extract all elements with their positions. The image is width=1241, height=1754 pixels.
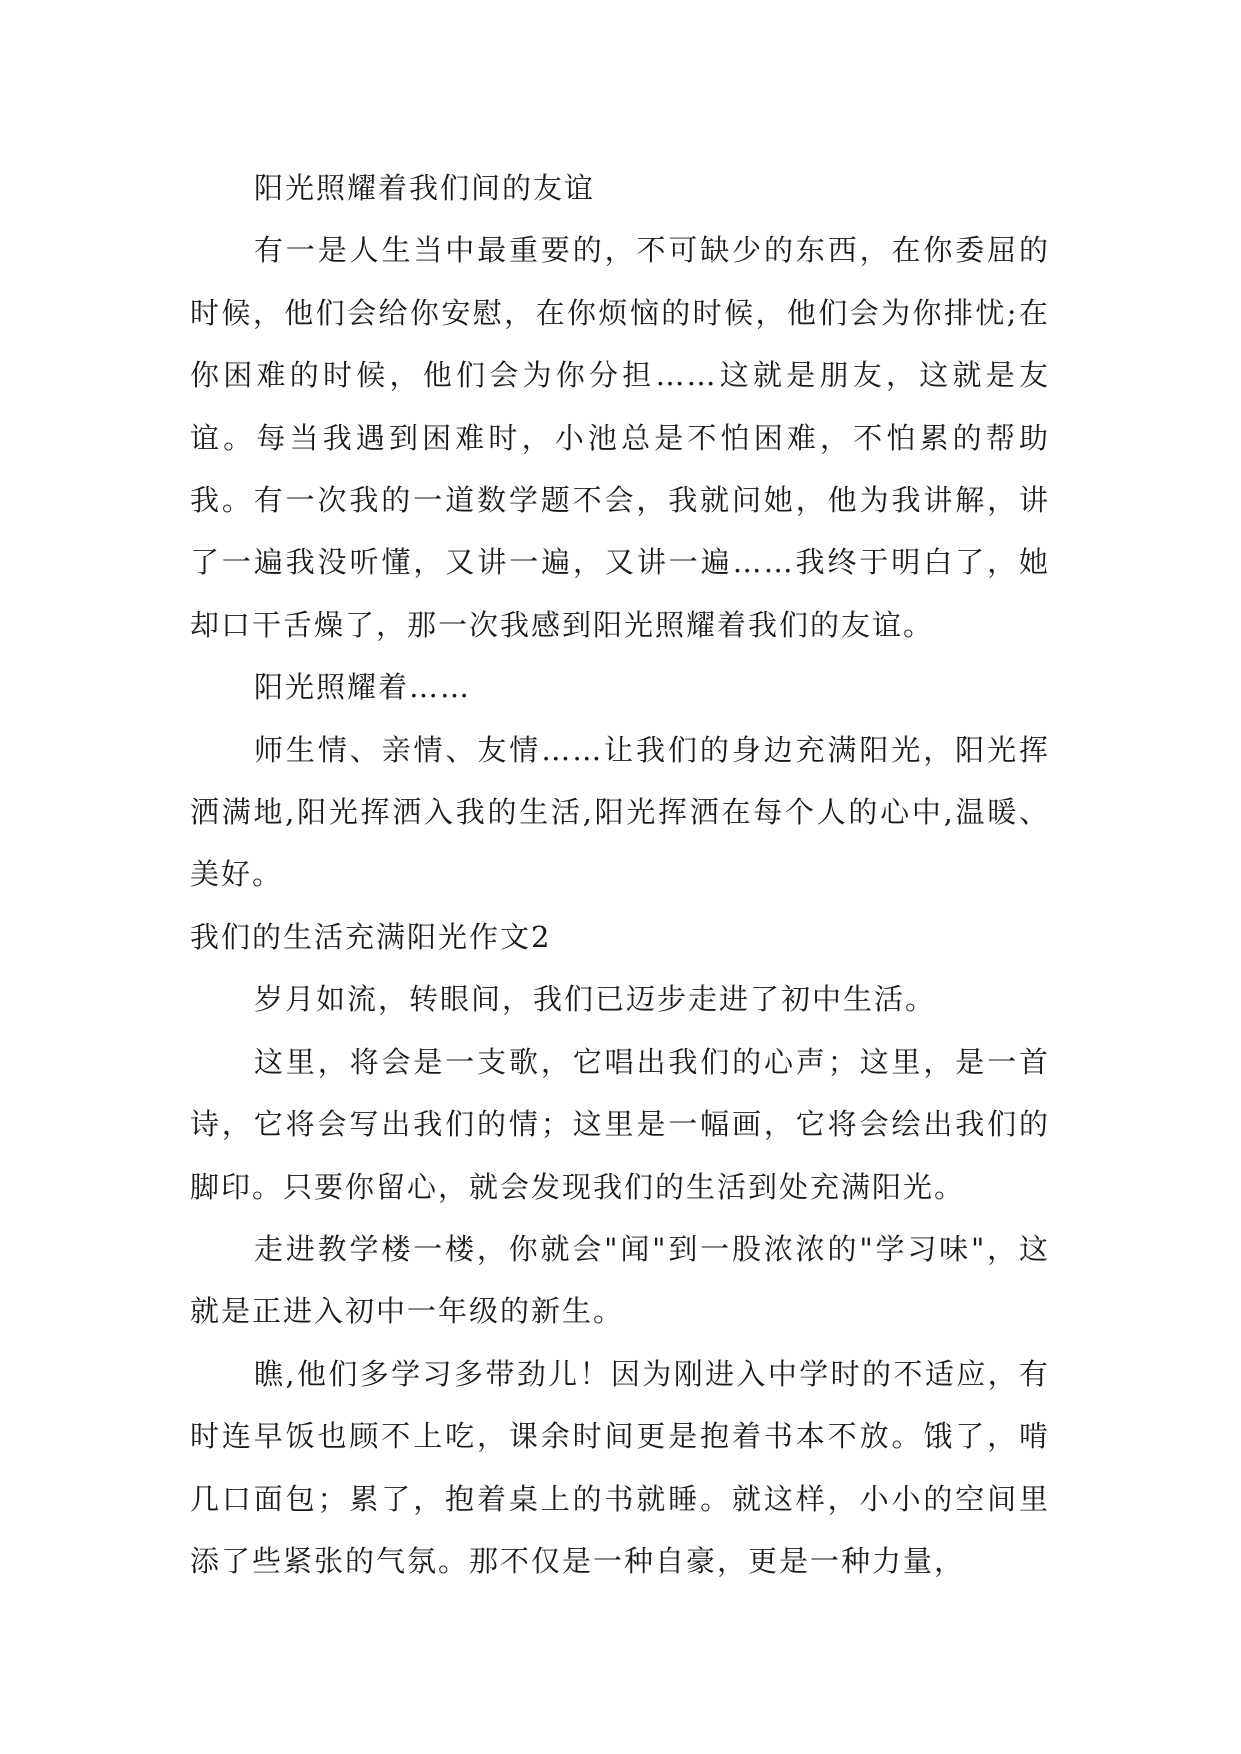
paragraph: 师生情、亲情、友情……让我们的身边充满阳光，阳光挥洒满地,阳光挥洒入我的生活,阳光挥洒在每个人的心中,温暖、美好。 (190, 732, 1050, 892)
document-body (190, 157, 1050, 1592)
paragraph: 阳光照耀着我们间的友谊 (254, 171, 596, 205)
section-title: 我们的生活充满阳光作文2 (190, 919, 552, 954)
paragraph: 这里，将会是一支歌，它唱出我们的心声；这里，是一首诗，它将会写出我们的情；这里是一幅画，它将会绘出我们的脚印。只要你留心，就会发现我们的生活到处充满阳光。 (190, 1044, 1050, 1204)
paragraph: 岁月如流，转眼间，我们已迈步走进了初中生活。 (254, 982, 937, 1017)
paragraph: 瞧,他们多学习多带劲儿！因为刚进入中学时的不适应，有时连早饭也顾不上吃，课余时间更是抱着书本不放。饿了，啃几口面包；累了，抱着桌上的书就睡。就这样，小小的空间里添了些紧张的气氛。那不仅是一种自豪，更是一种力量， (190, 1356, 1050, 1578)
paragraph: 阳光照耀着…… (254, 670, 472, 705)
paragraph: 走进教学楼一楼，你就会"闻"到一股浓浓的"学习味"，这就是正进入初中一年级的新生。 (190, 1231, 1050, 1329)
paragraph: 有一是人生当中最重要的，不可缺少的东西，在你委屈的时候，他们会给你安慰，在你烦恼的时候，他们会为你排忧;在你困难的时候，他们会为你分担……这就是朋友，这就是友谊。每当我遇到困难时，小池总是不怕困难，不怕累的帮助我。有一次我的一道数学题不会，我就问她，他为我讲解，讲了一遍我没听懂，又讲一遍，又讲一遍……我终于明白了，她却口干舌燥了，那一次我感到阳光照耀着我们的友谊。 (190, 233, 1050, 642)
